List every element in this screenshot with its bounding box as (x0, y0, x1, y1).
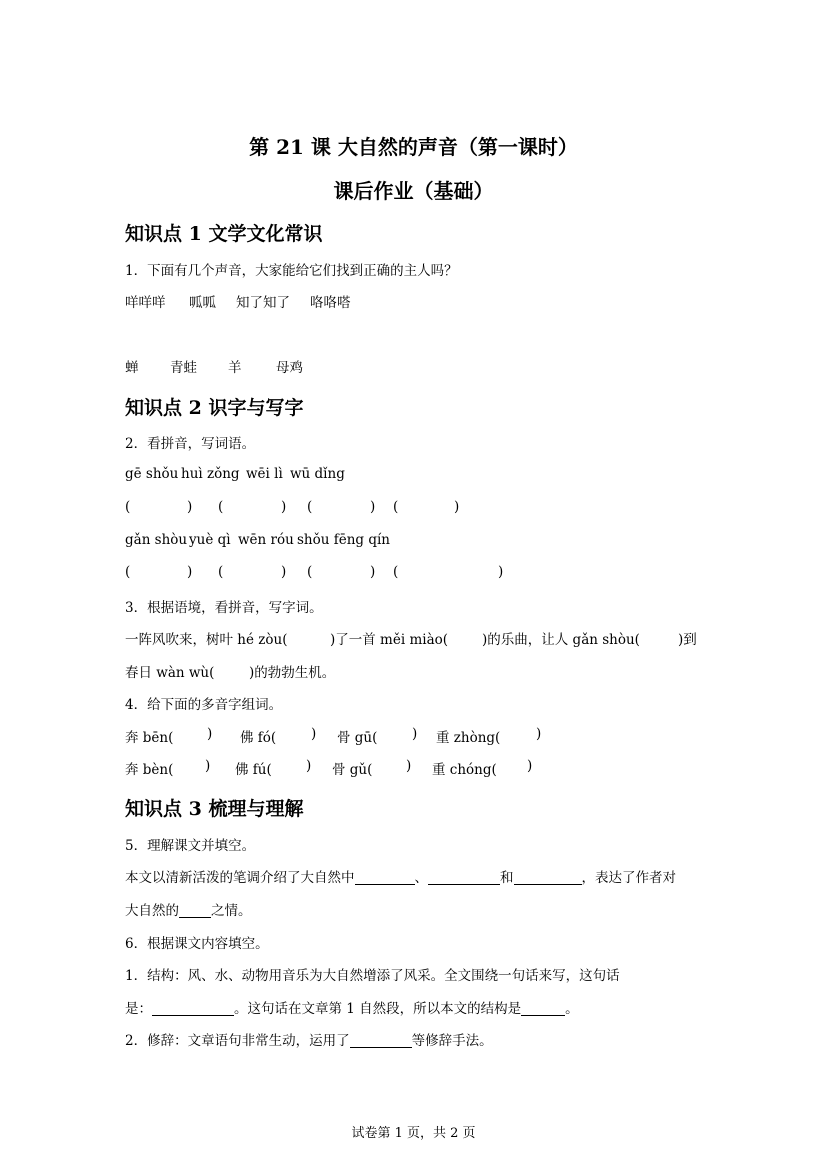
polyphone-close: ) (207, 726, 213, 742)
sound-item: 咩咩咩 (125, 295, 166, 311)
pinyin-item: wēn róu (238, 532, 294, 548)
question-6-1-line-1: 1．结构：风、水、动物用音乐为大自然增添了风采。全文围绕一句话来写，这句话 (125, 968, 620, 984)
answer-paren-open: ( (393, 499, 399, 515)
question-6-text: 是： (125, 1001, 152, 1017)
answer-paren-close: ) (370, 499, 376, 515)
polyphone-close: ) (527, 758, 533, 774)
question-6-1-line-2 (125, 997, 579, 1017)
question-5-line-1 (125, 866, 676, 886)
owner-item: 青蛙 (170, 360, 197, 376)
polyphone-close: ) (311, 726, 317, 742)
polyphone-item: 骨 gū( (337, 730, 378, 746)
page-footer: 试卷第 1 页，共 2 页 (351, 1126, 476, 1141)
answer-paren-close: ) (281, 499, 287, 515)
question-6-text: 。 (565, 1001, 579, 1017)
section-heading-3: 知识点 3 梳理与理解 (125, 798, 304, 820)
answer-paren-close: ) (187, 499, 193, 515)
polyphone-item: 佛 fó( (240, 730, 277, 746)
fill-blank[interactable] (521, 1001, 565, 1016)
question-3-text: )了一首 měi miào( (330, 632, 449, 648)
fill-blank[interactable] (428, 870, 500, 885)
polyphone-item: 重 zhòng( (436, 730, 501, 746)
section-heading-1: 知识点 1 文学文化常识 (125, 223, 323, 245)
pinyin-item: shǒu fēng qín (297, 532, 391, 548)
question-6-2-line (125, 1029, 493, 1049)
page-title: 第 21 课 大自然的声音（第一课时） (249, 135, 578, 159)
answer-paren-close: ) (370, 564, 376, 580)
answer-paren-open: ( (307, 499, 313, 515)
pinyin-item: gǎn shòu (125, 532, 188, 548)
question-5-text: 本文以清新活泼的笔调介绍了大自然中 (125, 870, 355, 886)
polyphone-item: 奔 bēn( (125, 730, 174, 746)
pinyin-item: wū dǐng (290, 466, 345, 482)
question-3-stem: 3．根据语境，看拼音，写字词。 (125, 600, 323, 616)
polyphone-close: ) (205, 758, 211, 774)
question-3-text: 一阵风吹来，树叶 hé zòu( (125, 632, 288, 648)
owner-item: 蝉 (125, 360, 139, 376)
answer-paren-close: ) (281, 564, 287, 580)
question-5-line-2 (125, 899, 252, 919)
section-heading-2: 知识点 2 识字与写字 (125, 397, 304, 419)
question-6-text: 2．修辞：文章语句非常生动，运用了 (125, 1033, 350, 1049)
answer-paren-open: ( (307, 564, 313, 580)
question-6-text: 。这句话在文章第 1 自然段，所以本文的结构是 (234, 1001, 522, 1017)
question-3-text: )到 (678, 632, 697, 648)
question-3-text: )的乐曲，让人 gǎn shòu( (482, 632, 640, 648)
question-5-text: 和 (500, 870, 514, 886)
sound-item: 知了知了 (236, 295, 290, 311)
question-6-text: 等修辞手法。 (411, 1033, 493, 1049)
polyphone-item: 重 chóng( (432, 762, 497, 778)
pinyin-item: yuè qì (189, 532, 231, 548)
polyphone-item: 骨 gǔ( (332, 762, 373, 778)
fill-blank[interactable] (350, 1033, 412, 1048)
answer-paren-close: ) (498, 564, 504, 580)
question-4-stem: 4．给下面的多音字组词。 (125, 697, 283, 713)
polyphone-close: ) (406, 758, 412, 774)
answer-paren-open: ( (393, 564, 399, 580)
pinyin-item: gē shǒu (125, 466, 179, 482)
answer-paren-close: ) (187, 564, 193, 580)
owner-item: 羊 (228, 360, 242, 376)
answer-paren-open: ( (218, 564, 224, 580)
pinyin-item: wēi lì (246, 466, 283, 482)
fill-blank[interactable] (152, 1001, 234, 1016)
polyphone-close: ) (412, 726, 418, 742)
answer-paren-open: ( (218, 499, 224, 515)
question-3-text: )的勃勃生机。 (249, 665, 336, 681)
polyphone-item: 奔 bèn( (125, 762, 174, 778)
question-6-stem: 6．根据课文内容填空。 (125, 936, 269, 952)
sound-item: 呱呱 (189, 295, 216, 311)
question-3-text: 春日 wàn wù( (125, 665, 215, 681)
fill-blank[interactable] (514, 870, 582, 885)
fill-blank[interactable] (355, 870, 415, 885)
page-subtitle: 课后作业（基础） (333, 179, 494, 203)
fill-blank[interactable] (179, 903, 211, 918)
polyphone-close: ) (536, 726, 542, 742)
question-5-text: 大自然的 (125, 903, 179, 919)
question-5-text: 之情。 (211, 903, 252, 919)
owner-item: 母鸡 (276, 360, 303, 376)
question-5-stem: 5．理解课文并填空。 (125, 838, 256, 854)
answer-paren-close: ) (454, 499, 460, 515)
question-2-stem: 2．看拼音，写词语。 (125, 436, 256, 452)
question-5-text: 、 (414, 870, 428, 886)
sound-item: 咯咯嗒 (310, 295, 351, 311)
pinyin-item: huì zǒng (181, 466, 240, 482)
answer-paren-open: ( (125, 564, 131, 580)
answer-paren-open: ( (125, 499, 131, 515)
question-1-stem: 1．下面有几个声音，大家能给它们找到正确的主人吗？ (125, 263, 458, 279)
question-5-text: ，表达了作者对 (581, 870, 676, 886)
polyphone-item: 佛 fú( (235, 762, 272, 778)
polyphone-close: ) (306, 758, 312, 774)
